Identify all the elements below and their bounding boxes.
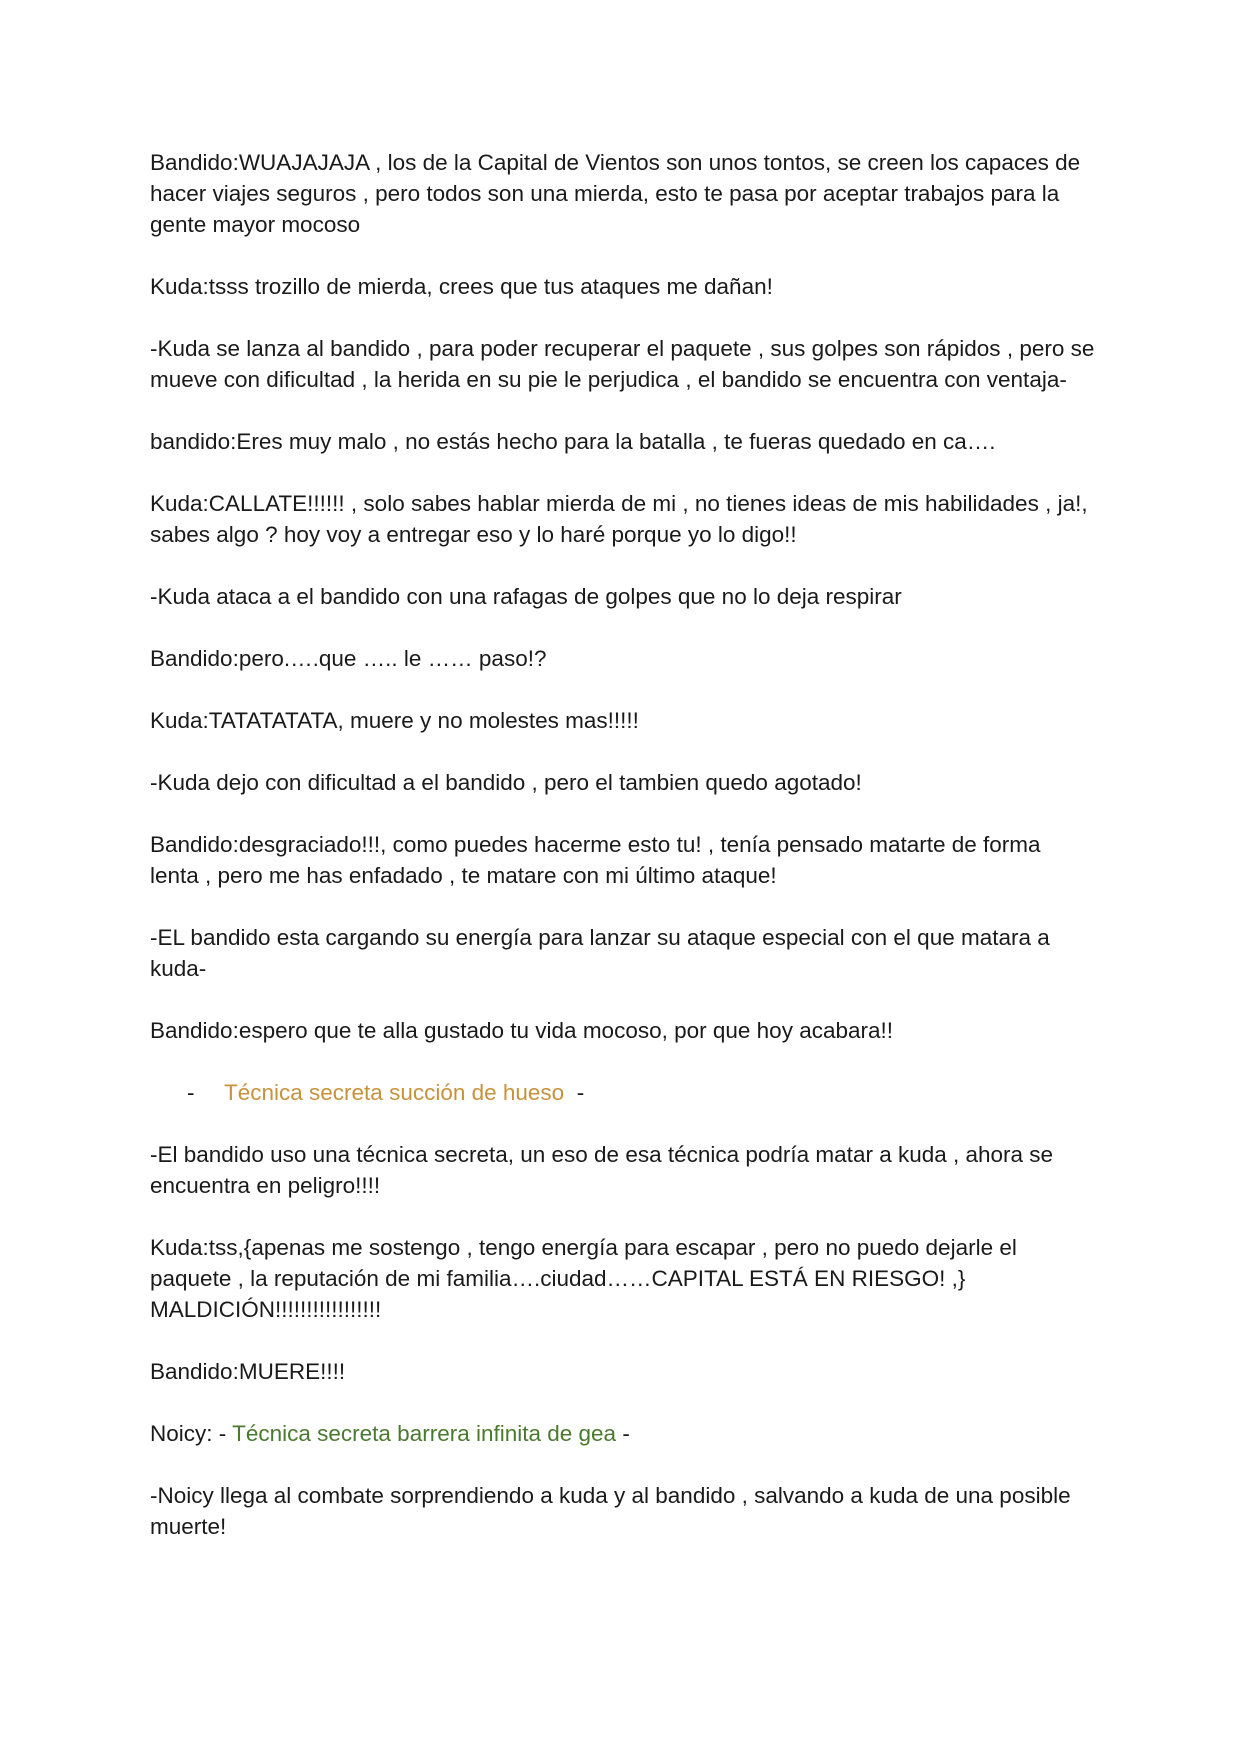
- paragraph-1: Bandido:WUAJAJAJA , los de la Capital de Vientos son unos tontos, se creen los capaces de hacer viajes seguros , pero todos son una mierda, esto te pasa por aceptar trabajos para la gente mayor mocoso: [150, 150, 1081, 237]
- paragraph-11: -EL bandido esta cargando su energía para lanzar su ataque especial con el que matara a kuda-: [150, 925, 1050, 981]
- technique-dash-right-2: -: [616, 1421, 630, 1446]
- paragraph-8: Kuda:TATATATATA, muere y no molestes mas!!!!!: [150, 708, 639, 733]
- paragraph-6: -Kuda ataca a el bandido con una rafagas de golpes que no lo deja respirar: [150, 584, 902, 609]
- bullet-dash-left: -: [187, 1080, 195, 1105]
- document-body: [150, 147, 1095, 1573]
- paragraph-13: -El bandido uso una técnica secreta, un eso de esa técnica podría matar a kuda , ahora se encuentra en peligro!!!!: [150, 1142, 1054, 1198]
- paragraph-12: Bandido:espero que te alla gustado tu vida mocoso, por que hoy acabara!!: [150, 1018, 894, 1043]
- paragraph-15: Bandido:MUERE!!!!: [150, 1359, 346, 1384]
- paragraph-7: Bandido:pero.….que ….. le …… paso!?: [150, 646, 547, 671]
- paragraph-4: bandido:Eres muy malo , no estás hecho para la batalla , te fueras quedado en ca….: [150, 429, 996, 454]
- paragraph-14: Kuda:tss,{apenas me sostengo , tengo energía para escapar , pero no puedo dejarle el paquete , la reputación de mi familia….ciudad……CAPITAL ESTÁ EN RIESGO! ,} MALDICIÓN!!!!!!!!!!!!!!!!!: [150, 1235, 1017, 1322]
- paragraph-9: -Kuda dejo con dificultad a el bandido , pero el tambien quedo agotado!: [150, 770, 862, 795]
- technique-name-1: Técnica secreta succión de hueso: [224, 1080, 565, 1105]
- technique-speaker-2: Noicy: -: [150, 1421, 233, 1446]
- paragraph-5: Kuda:CALLATE!!!!!! , solo sabes hablar mierda de mi , no tienes ideas de mis habilidades , ja!, sabes algo ? hoy voy a entregar eso y lo haré porque yo lo digo!!: [150, 491, 1088, 547]
- technique-line-2: [150, 1418, 1095, 1449]
- paragraph-10: Bandido:desgraciado!!!, como puedes hacerme esto tu! , tenía pensado matarte de forma lenta , pero me has enfadado , te matare con mi último ataque!: [150, 832, 1041, 888]
- bullet-dash-right: -: [576, 1080, 585, 1105]
- paragraph-closing: -Noicy llega al combate sorprendiendo a kuda y al bandido , salvando a kuda de una posible muerte!: [150, 1483, 1071, 1539]
- paragraph-2: Kuda:tsss trozillo de mierda, crees que tus ataques me dañan!: [150, 274, 773, 299]
- technique-bullet-1: [150, 1077, 1095, 1108]
- paragraph-3: -Kuda se lanza al bandido , para poder recuperar el paquete , sus golpes son rápidos , pero se mueve con dificultad , la herida en su pie le perjudica , el bandido se encuentra con ventaja-: [150, 336, 1095, 392]
- technique-name-2: Técnica secreta barrera infinita de gea: [232, 1421, 617, 1446]
